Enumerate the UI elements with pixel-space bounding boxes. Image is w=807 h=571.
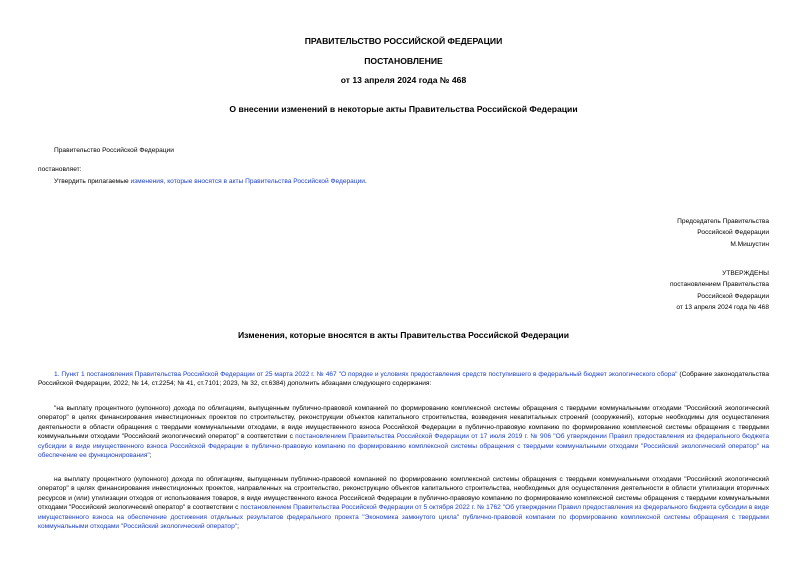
resolves-text: постановляет:	[38, 166, 82, 173]
changes-link[interactable]: изменения, которые вносятся в акты Правительства Российской Федерации	[130, 178, 365, 185]
signature-name: М.Мишустин	[730, 240, 769, 248]
date-number-heading: от 13 апреля 2024 года № 468	[340, 75, 467, 85]
doc-type-heading: ПОСТАНОВЛЕНИЕ	[364, 56, 443, 66]
approve-prefix: Утвердить прилагаемые	[54, 178, 131, 185]
resolution-467-link[interactable]: 1. Пункт 1 постановления Правительства Российской Федерации от 25 марта 2022 г. № 467 "О порядке и условиях предоставления средств поступившего в федеральный бюджет экологического сбора"	[54, 371, 678, 378]
government-heading: ПРАВИТЕЛЬСТВО РОССИЙСКОЙ ФЕДЕРАЦИИ	[304, 36, 503, 46]
quote-2-paragraph	[38, 475, 769, 531]
quote-1-text: "на выплату процентного (купонного) дохода по облигациям, выпущенным публично-правовой компанией по формированию комплексной системы обращения с твердыми коммунальными отходами "Российский экологический оператор" в целях финансирования инвестиционных проектов по строительству, реконструкции объектов капитального строительства, возведения некапитальных строений (сооружений), которые необходимы для осуществления деятельности в области обращения с твердыми коммунальными отходами, в виде имущественного взноса Российской Федерации в публично-правовую компанию по формированию комплексной системы обращения с твердыми коммунальными отходами "Российский экологический оператор" в соответствии с	[38, 405, 769, 441]
approved-by: постановлением Правительства	[669, 281, 769, 289]
quote-2-suffix: ;	[237, 523, 239, 531]
resolution-906-link[interactable]: постановлением Правительства Российской Федерации от 17 июля 2019 г. № 906 "Об утверждении Правил предоставления из федерального бюджета субсидии в виде имущественного взноса Российской Федерации в публично-правовую компанию по формированию комплексной системы обращения с твердыми коммунальными отходами "Российский экологический оператор" на обеспечение ее функционирования"	[38, 433, 770, 460]
signature-country: Российской Федерации	[697, 229, 769, 237]
item-1-paragraph	[38, 370, 769, 389]
quote-1-suffix: ;	[149, 452, 152, 460]
approve-suffix: .	[364, 178, 367, 185]
approve-paragraph	[54, 177, 367, 186]
approved-block	[670, 268, 769, 313]
approved-label: УТВЕРЖДЕНЫ	[722, 270, 769, 277]
item-1-text: (Собрание законодательства Российской Федерации, 2022, № 14, ст.2254; № 41, ст.7101; 2023, № 32, ст.6384) дополнить абзацами следующего содержания:	[38, 371, 769, 388]
issuer-text: Правительство Российской Федерации	[54, 147, 174, 154]
resolution-1762-link[interactable]: постановлением Правительства Российской Федерации от 5 октября 2022 г. № 1762 "Об утверждении Правил предоставления из федерального бюджета субсидии в виде имущественного взноса на обеспечение достижения отдельных результатов федерального проекта "Экономика замкнутого цикла" публично-правовой компании по формированию комплексной системы обращения с твердыми коммунальными отходами "Российский экологический оператор"	[38, 504, 769, 531]
approved-country: Российской Федерации	[697, 292, 769, 300]
quote-1-paragraph	[38, 404, 769, 460]
signature-position: Председатель Правительства	[677, 218, 769, 225]
approved-date: от 13 апреля 2024 года № 468	[676, 303, 769, 311]
changes-title: Изменения, которые вносятся в акты Правительства Российской Федерации	[237, 330, 569, 340]
signature-block	[677, 216, 769, 250]
quote-2-text: на выплату процентного (купонного) дохода по облигациям, выпущенным публично-правовой компанией по формированию комплексной системы обращения с твердыми коммунальными отходами "Российский экологический оператор" в целях финансирования инвестиционных проектов, направленных на строительство, реконструкцию объектов капитального строительства, необходимых для осуществления деятельности в области утилизации вторичных ресурсов и (или) утилизации отходов от использования товаров, в виде имущественного взноса Российской Федерации в публично-правовую компанию по формированию комплексной системы обращения с твердыми коммунальными отходами "Российский экологический оператор" в соответствии с	[38, 476, 769, 512]
document-title: О внесении изменений в некоторые акты Правительства Российской Федерации	[229, 104, 578, 114]
